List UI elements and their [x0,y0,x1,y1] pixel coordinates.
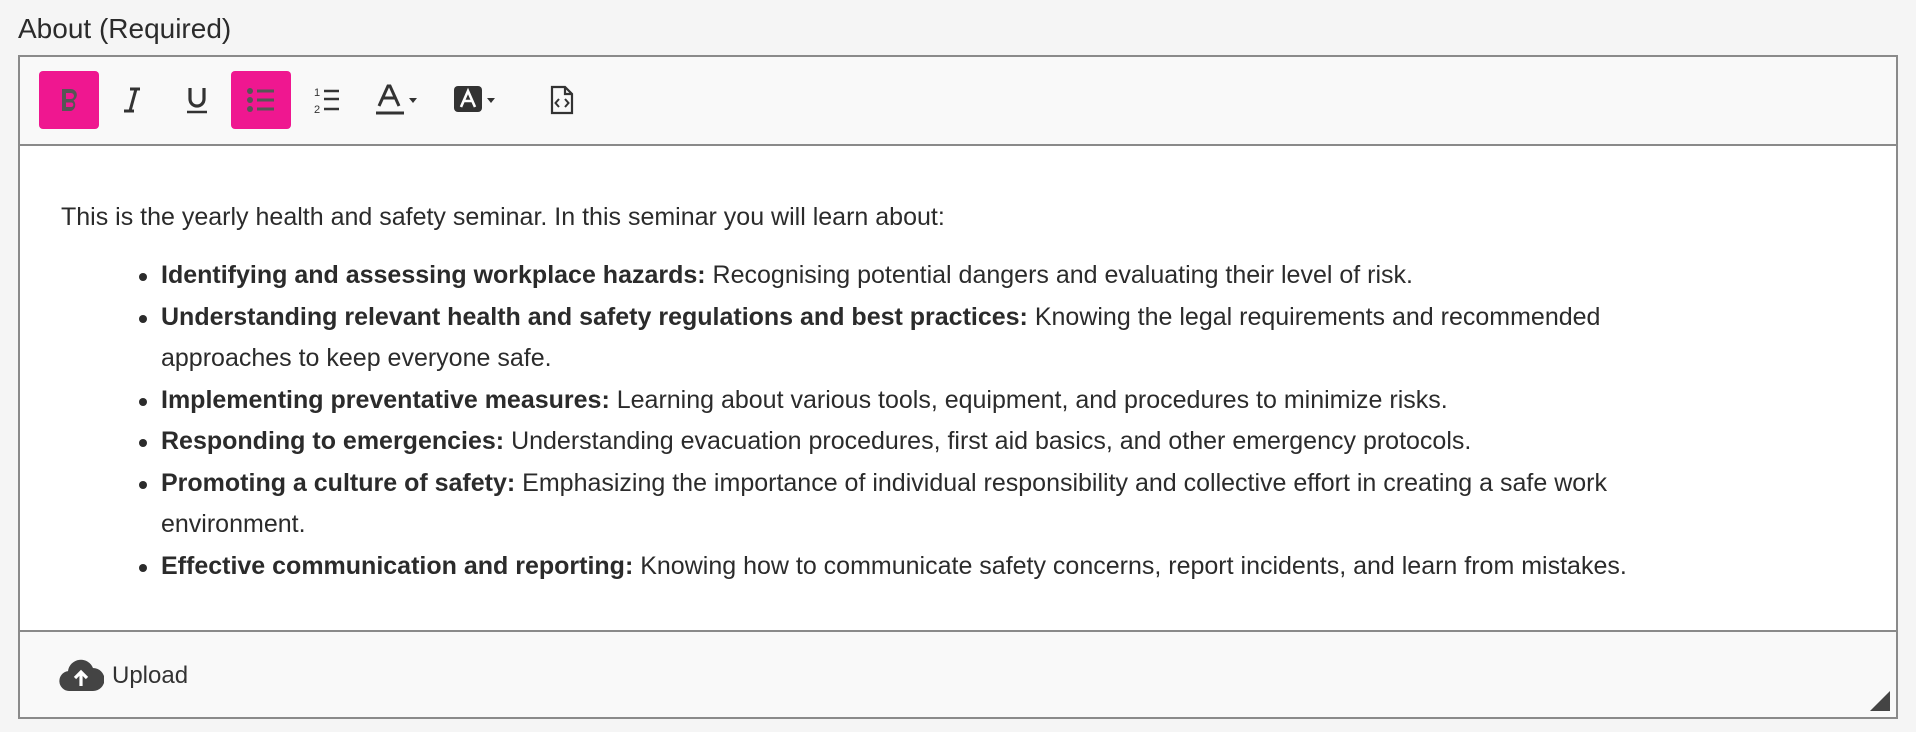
bulleted-list-icon [246,86,276,114]
bold-button[interactable] [39,71,99,129]
list-item-text: Emphasizing the importance of individual responsibility and collective effort in creating a safe work environment. [161,468,1607,538]
intro-paragraph: This is the yearly health and safety seminar. In this seminar you will learn about: [61,203,945,231]
list-item-text: Knowing the legal requirements and recommended approaches to keep everyone safe. [161,302,1601,372]
editor-toolbar [20,57,1896,146]
upload-label: Upload [112,662,189,689]
text-color-dropdown[interactable] [370,71,426,129]
list-item-heading: Implementing preventative measures: [161,385,610,414]
list-item-text: Understanding evacuation procedures, first aid basics, and other emergency protocols. [504,427,1472,455]
list-item [161,546,1681,588]
underline-icon [185,85,209,115]
cloud-upload-icon [58,659,104,693]
upload-button[interactable] [58,654,188,698]
list-item-heading: Responding to emergencies: [161,427,505,455]
editor-footer [20,630,1896,717]
svg-text:1: 1 [314,87,321,99]
resize-handle-icon[interactable] [1870,691,1890,711]
rich-text-editor [18,55,1898,719]
source-code-button[interactable] [540,71,584,129]
list-item-heading: Identifying and assessing workplace hazards: [161,261,706,289]
list-item-heading: Effective communication and reporting: [161,551,634,580]
highlight-color-dropdown[interactable] [448,71,504,129]
code-file-icon [550,85,574,115]
italic-button[interactable] [107,71,157,129]
list-item-text: Knowing how to communicate safety concerns, report incidents, and learn from mistakes. [633,551,1627,580]
highlight-color-dropdown-icon [453,84,499,116]
text-color-dropdown-icon [375,84,421,116]
list-item [161,297,1681,380]
numbered-list-button[interactable] [302,71,352,129]
bold-icon [57,86,81,114]
bulleted-list-button[interactable] [231,71,291,129]
list-item-heading: Promoting a culture of safety: [161,468,516,497]
svg-text:2: 2 [314,104,321,115]
list-item-text: Learning about various tools, equipment, and procedures to minimize risks. [609,385,1448,414]
underline-button[interactable] [172,71,222,129]
list-item [161,255,1681,297]
list-item [161,380,1681,422]
italic-icon [122,86,142,114]
list-item [161,421,1681,463]
editor-content[interactable] [20,146,1896,634]
list-item-text: Recognising potential dangers and evaluating their level of risk. [705,261,1413,289]
numbered-list-icon [313,85,341,115]
list-item [161,463,1681,546]
topic-list [61,255,1681,587]
field-label: About (Required) [18,13,232,44]
list-item-heading: Understanding relevant health and safety regulations and best practices: [161,302,1028,331]
